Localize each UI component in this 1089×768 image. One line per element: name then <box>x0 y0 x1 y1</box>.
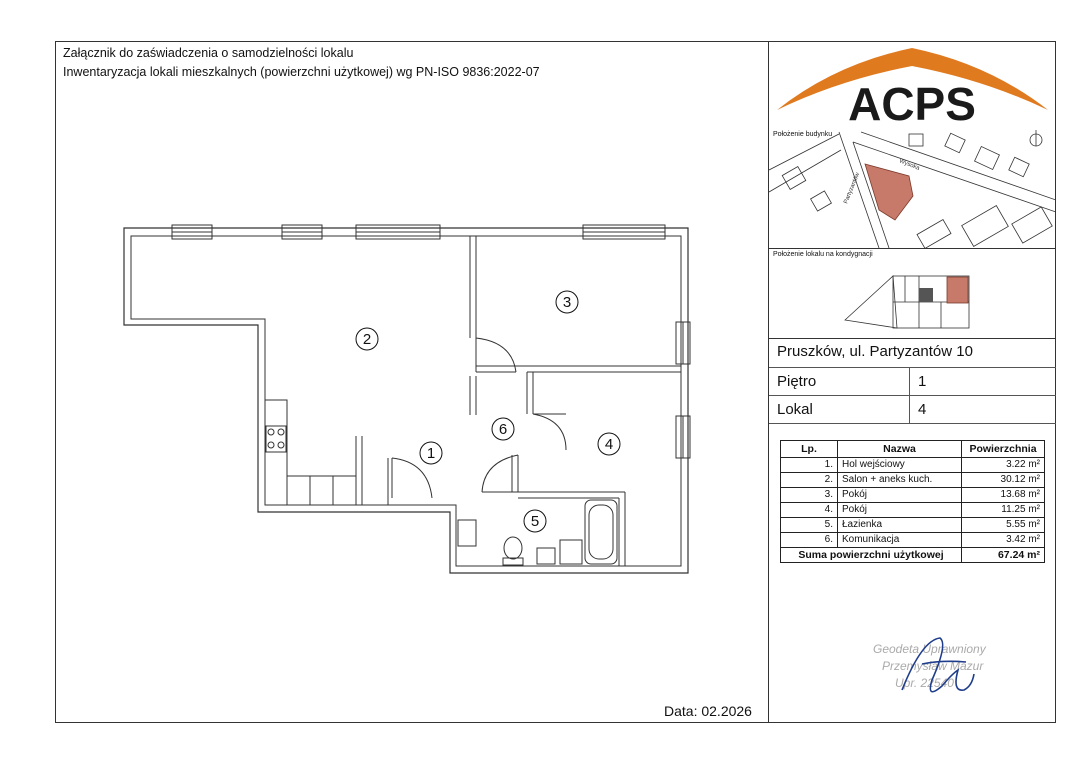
table-total-row <box>781 548 1045 563</box>
table-row: 6. Komunikacja 3.42 m² <box>781 533 1045 548</box>
logo-text: ACPS <box>848 78 976 130</box>
floor-row <box>769 368 1056 396</box>
table-row: 4. Pokój 11.25 m² <box>781 503 1045 518</box>
table-row: 1. Hol wejściowy 3.22 m² <box>781 458 1045 473</box>
room-number-1 <box>420 442 442 464</box>
header-line-1: Załącznik do zaświadczenia o samodzielności lokalu <box>63 46 354 60</box>
room-number-3 <box>556 291 578 313</box>
rooms-area-table <box>780 440 1045 563</box>
address-text: Pruszków, ul. Partyzantów 10 <box>777 343 973 360</box>
svg-text:2: 2 <box>362 331 372 348</box>
svg-text:4: 4 <box>604 436 614 453</box>
floor-value: 1 <box>918 373 927 390</box>
stamp-line-1: Geodeta Uprawniony <box>873 642 986 656</box>
svg-text:Wysoka: Wysoka <box>898 158 921 172</box>
header-name: Nazwa <box>838 441 962 458</box>
svg-text:1: 1 <box>426 445 436 462</box>
room-number-6 <box>492 418 514 440</box>
total-label: Suma powierzchni użytkowej <box>781 548 962 563</box>
acps-logo <box>775 44 1050 130</box>
svg-text:Partyzantów: Partyzantów <box>843 171 862 205</box>
building-location-caption: Położenie budynku <box>773 131 833 138</box>
svg-text:5: 5 <box>530 513 540 530</box>
stamp-line-2: Przemysław Mazur <box>882 659 984 673</box>
stamp-line-3: Upr. 22540 <box>895 676 954 690</box>
address-row <box>769 338 1056 368</box>
svg-text:3: 3 <box>562 294 572 311</box>
unit-floor-position <box>769 248 1056 339</box>
floor-label: Piętro <box>777 373 817 390</box>
signature <box>862 630 1002 710</box>
building-location-map <box>769 130 1056 249</box>
room-number-5 <box>524 510 546 532</box>
table-row: 2. Salon + aneks kuch. 30.12 m² <box>781 473 1045 488</box>
header-line-2: Inwentaryzacja lokali mieszkalnych (powierzchni użytkowej) wg PN-ISO 9836:2022-07 <box>63 65 540 79</box>
document-date: Data: 02.2026 <box>664 703 752 719</box>
unit-value: 4 <box>918 401 927 418</box>
unit-row <box>769 396 1056 424</box>
header-lp: Lp. <box>781 441 838 458</box>
table-header-row <box>781 441 1045 458</box>
room-number-2 <box>356 328 378 350</box>
table-row: 3. Pokój 13.68 m² <box>781 488 1045 503</box>
header-area: Powierzchnia <box>962 441 1045 458</box>
svg-text:6: 6 <box>498 421 508 438</box>
unit-label: Lokal <box>777 401 813 418</box>
unit-location-caption: Położenie lokalu na kondygnacji <box>773 251 873 258</box>
total-value: 67.24 m² <box>962 548 1045 563</box>
room-number-4 <box>598 433 620 455</box>
table-row: 5. Łazienka 5.55 m² <box>781 518 1045 533</box>
